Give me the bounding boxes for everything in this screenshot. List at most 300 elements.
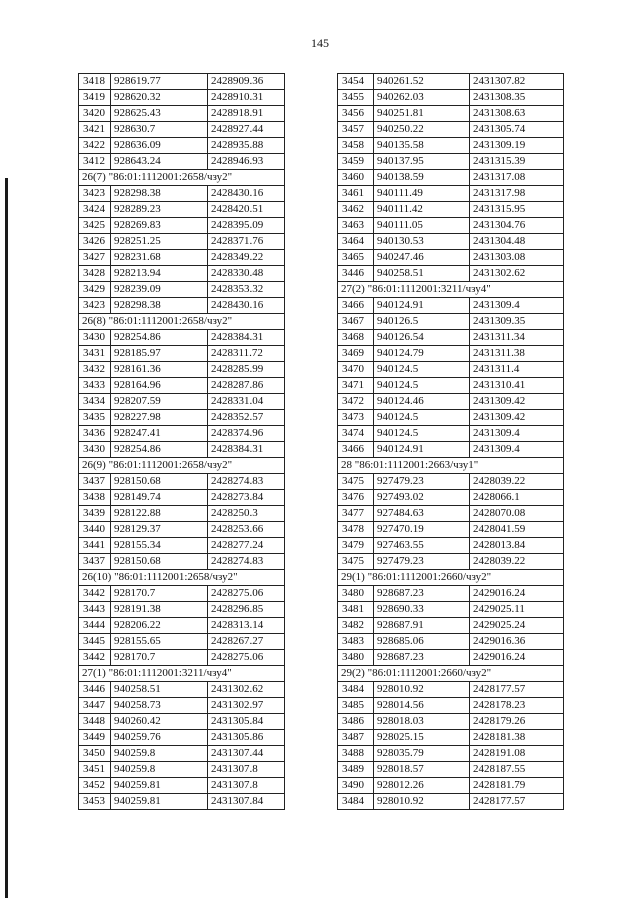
x-coordinate: 928150.68 [111,554,208,570]
section-header-row [338,666,564,682]
x-coordinate: 927484.63 [374,506,470,522]
point-row [79,618,285,634]
x-coordinate: 928155.65 [111,634,208,650]
y-coordinate: 2431307.44 [208,746,285,762]
y-coordinate: 2428275.06 [208,586,285,602]
point-row [79,698,285,714]
point-number: 3484 [338,794,374,810]
point-number: 3446 [338,266,374,282]
point-row [79,298,285,314]
y-coordinate: 2428313.14 [208,618,285,634]
y-coordinate: 2431307.8 [208,762,285,778]
point-row [338,74,564,90]
point-number: 3480 [338,586,374,602]
point-number: 3458 [338,138,374,154]
point-row [79,682,285,698]
y-coordinate: 2428285.99 [208,362,285,378]
point-number: 3476 [338,490,374,506]
x-coordinate: 928018.03 [374,714,470,730]
point-number: 3429 [79,282,111,298]
section-header: 26(10) "86:01:1112001:2658/чзу2" [79,570,285,586]
point-row [338,250,564,266]
y-coordinate: 2428296.85 [208,602,285,618]
y-coordinate: 2428909.36 [208,74,285,90]
x-coordinate: 928289.23 [111,202,208,218]
point-number: 3463 [338,218,374,234]
x-coordinate: 928630.7 [111,122,208,138]
point-number: 3449 [79,730,111,746]
point-number: 3453 [79,794,111,810]
point-number: 3447 [79,698,111,714]
x-coordinate: 940124.91 [374,442,470,458]
point-row [338,682,564,698]
x-coordinate: 928164.96 [111,378,208,394]
y-coordinate: 2431305.74 [470,122,564,138]
point-row [338,138,564,154]
point-row [79,778,285,794]
point-row [79,554,285,570]
point-row [79,506,285,522]
x-coordinate: 940124.5 [374,426,470,442]
y-coordinate: 2428191.08 [470,746,564,762]
point-row [79,442,285,458]
x-coordinate: 940124.5 [374,378,470,394]
point-number: 3431 [79,346,111,362]
point-number: 3466 [338,442,374,458]
x-coordinate: 928690.33 [374,602,470,618]
y-coordinate: 2428066.1 [470,490,564,506]
y-coordinate: 2431317.08 [470,170,564,186]
x-coordinate: 940250.22 [374,122,470,138]
x-coordinate: 928239.09 [111,282,208,298]
point-number: 3434 [79,394,111,410]
x-coordinate: 928687.91 [374,618,470,634]
section-header: 29(1) "86:01:1112001:2660/чзу2" [338,570,564,586]
point-number: 3438 [79,490,111,506]
point-number: 3455 [338,90,374,106]
x-coordinate: 940111.49 [374,186,470,202]
point-number: 3488 [338,746,374,762]
point-number: 3451 [79,762,111,778]
y-coordinate: 2428430.16 [208,298,285,314]
x-coordinate: 928213.94 [111,266,208,282]
point-number: 3432 [79,362,111,378]
section-header: 26(8) "86:01:1112001:2658/чзу2" [79,314,285,330]
x-coordinate: 928025.15 [374,730,470,746]
x-coordinate: 928247.41 [111,426,208,442]
y-coordinate: 2431307.82 [470,74,564,90]
x-coordinate: 940126.5 [374,314,470,330]
point-row [338,698,564,714]
point-row [338,394,564,410]
point-number: 3437 [79,474,111,490]
x-coordinate: 927479.23 [374,554,470,570]
y-coordinate: 2431310.41 [470,378,564,394]
y-coordinate: 2428935.88 [208,138,285,154]
point-number: 3486 [338,714,374,730]
y-coordinate: 2428267.27 [208,634,285,650]
x-coordinate: 928149.74 [111,490,208,506]
point-number: 3445 [79,634,111,650]
x-coordinate: 928687.23 [374,586,470,602]
point-row [79,474,285,490]
y-coordinate: 2431315.95 [470,202,564,218]
x-coordinate: 940124.46 [374,394,470,410]
point-row [338,154,564,170]
x-coordinate: 928619.77 [111,74,208,90]
x-coordinate: 940126.54 [374,330,470,346]
point-number: 3437 [79,554,111,570]
point-row [338,362,564,378]
point-number: 3481 [338,602,374,618]
point-number: 3412 [79,154,111,170]
point-number: 3460 [338,170,374,186]
point-number: 3462 [338,202,374,218]
point-row [338,202,564,218]
point-row [79,362,285,378]
point-number: 3456 [338,106,374,122]
point-number: 3430 [79,442,111,458]
point-number: 3477 [338,506,374,522]
y-coordinate: 2428041.59 [470,522,564,538]
section-header-row [79,570,285,586]
point-row [338,794,564,810]
y-coordinate: 2431303.08 [470,250,564,266]
point-number: 3454 [338,74,374,90]
point-number: 3418 [79,74,111,90]
point-number: 3480 [338,650,374,666]
point-row [338,330,564,346]
point-row [79,202,285,218]
point-row [79,410,285,426]
point-row [79,490,285,506]
point-row [338,266,564,282]
x-coordinate: 928185.97 [111,346,208,362]
x-coordinate: 928122.88 [111,506,208,522]
point-number: 3441 [79,538,111,554]
y-coordinate: 2431309.42 [470,410,564,426]
x-coordinate: 940259.81 [111,794,208,810]
x-coordinate: 928636.09 [111,138,208,154]
point-row [338,474,564,490]
y-coordinate: 2428395.09 [208,218,285,234]
point-row [79,186,285,202]
point-row [79,650,285,666]
y-coordinate: 2431311.38 [470,346,564,362]
y-coordinate: 2431302.62 [470,266,564,282]
point-row [338,106,564,122]
y-coordinate: 2429025.24 [470,618,564,634]
point-row [79,218,285,234]
point-row [79,602,285,618]
point-number: 3470 [338,362,374,378]
y-coordinate: 2431304.48 [470,234,564,250]
x-coordinate: 940258.51 [111,682,208,698]
point-number: 3439 [79,506,111,522]
point-number: 3472 [338,394,374,410]
x-coordinate: 940259.76 [111,730,208,746]
point-row [338,410,564,426]
section-header: 29(2) "86:01:1112001:2660/чзу2" [338,666,564,682]
point-row [338,218,564,234]
x-coordinate: 940111.42 [374,202,470,218]
point-number: 3424 [79,202,111,218]
x-coordinate: 928643.24 [111,154,208,170]
point-number: 3442 [79,586,111,602]
point-row [338,90,564,106]
point-row [338,426,564,442]
point-number: 3444 [79,618,111,634]
point-number: 3430 [79,330,111,346]
x-coordinate: 928155.34 [111,538,208,554]
y-coordinate: 2428273.84 [208,490,285,506]
y-coordinate: 2431309.19 [470,138,564,154]
point-row [338,298,564,314]
y-coordinate: 2428187.55 [470,762,564,778]
x-coordinate: 940247.46 [374,250,470,266]
x-coordinate: 927470.19 [374,522,470,538]
scan-edge-mark [5,178,8,898]
point-row [338,762,564,778]
y-coordinate: 2428384.31 [208,442,285,458]
y-coordinate: 2431308.35 [470,90,564,106]
point-number: 3468 [338,330,374,346]
point-number: 3423 [79,298,111,314]
x-coordinate: 928161.36 [111,362,208,378]
point-row [338,170,564,186]
point-row [79,714,285,730]
y-coordinate: 2428374.96 [208,426,285,442]
point-number: 3435 [79,410,111,426]
x-coordinate: 940261.52 [374,74,470,90]
x-coordinate: 940124.5 [374,410,470,426]
x-coordinate: 927479.23 [374,474,470,490]
x-coordinate: 940124.91 [374,298,470,314]
x-coordinate: 928207.59 [111,394,208,410]
point-row [79,746,285,762]
point-number: 3484 [338,682,374,698]
point-number: 3421 [79,122,111,138]
y-coordinate: 2428177.57 [470,682,564,698]
point-row [338,490,564,506]
x-coordinate: 928035.79 [374,746,470,762]
y-coordinate: 2428910.31 [208,90,285,106]
y-coordinate: 2428177.57 [470,794,564,810]
point-number: 3464 [338,234,374,250]
point-number: 3485 [338,698,374,714]
x-coordinate: 928191.38 [111,602,208,618]
point-row [338,586,564,602]
y-coordinate: 2431317.98 [470,186,564,202]
point-row [338,522,564,538]
point-row [338,234,564,250]
x-coordinate: 940258.51 [374,266,470,282]
point-number: 3427 [79,250,111,266]
point-row [79,106,285,122]
point-number: 3422 [79,138,111,154]
x-coordinate: 927493.02 [374,490,470,506]
x-coordinate: 940258.73 [111,698,208,714]
x-coordinate: 928170.7 [111,650,208,666]
y-coordinate: 2429016.36 [470,634,564,650]
y-coordinate: 2431309.35 [470,314,564,330]
point-number: 3436 [79,426,111,442]
section-header: 27(2) "86:01:1112001:3211/чзу4" [338,282,564,298]
x-coordinate: 927463.55 [374,538,470,554]
point-row [338,618,564,634]
point-row [79,378,285,394]
point-number: 3420 [79,106,111,122]
point-number: 3483 [338,634,374,650]
x-coordinate: 940137.95 [374,154,470,170]
point-row [79,522,285,538]
point-number: 3475 [338,474,374,490]
point-row [79,730,285,746]
point-number: 3419 [79,90,111,106]
y-coordinate: 2428331.04 [208,394,285,410]
point-row [338,442,564,458]
point-row [79,634,285,650]
x-coordinate: 928018.57 [374,762,470,778]
point-number: 3446 [79,682,111,698]
point-number: 3490 [338,778,374,794]
y-coordinate: 2428179.26 [470,714,564,730]
point-row [79,234,285,250]
x-coordinate: 928206.22 [111,618,208,634]
point-number: 3474 [338,426,374,442]
point-row [79,330,285,346]
point-number: 3479 [338,538,374,554]
x-coordinate: 928012.26 [374,778,470,794]
point-row [338,634,564,650]
point-row [79,250,285,266]
x-coordinate: 928227.98 [111,410,208,426]
point-number: 3452 [79,778,111,794]
y-coordinate: 2431307.84 [208,794,285,810]
y-coordinate: 2428287.86 [208,378,285,394]
x-coordinate: 940124.5 [374,362,470,378]
y-coordinate: 2428178.23 [470,698,564,714]
y-coordinate: 2431311.34 [470,330,564,346]
point-row [338,730,564,746]
y-coordinate: 2431302.62 [208,682,285,698]
point-row [338,314,564,330]
point-number: 3482 [338,618,374,634]
y-coordinate: 2429025.11 [470,602,564,618]
point-number: 3442 [79,650,111,666]
point-row [79,122,285,138]
point-number: 3425 [79,218,111,234]
point-row [338,746,564,762]
section-header: 26(7) "86:01:1112001:2658/чзу2" [79,170,285,186]
point-row [79,762,285,778]
section-header-row [338,282,564,298]
point-number: 3443 [79,602,111,618]
y-coordinate: 2428946.93 [208,154,285,170]
x-coordinate: 928298.38 [111,186,208,202]
y-coordinate: 2431307.8 [208,778,285,794]
point-row [79,90,285,106]
y-coordinate: 2431305.86 [208,730,285,746]
y-coordinate: 2428250.3 [208,506,285,522]
point-number: 3475 [338,554,374,570]
point-number: 3428 [79,266,111,282]
point-row [79,794,285,810]
y-coordinate: 2428274.83 [208,554,285,570]
y-coordinate: 2431305.84 [208,714,285,730]
point-row [338,650,564,666]
y-coordinate: 2428253.66 [208,522,285,538]
x-coordinate: 940124.79 [374,346,470,362]
y-coordinate: 2428927.44 [208,122,285,138]
point-row [79,586,285,602]
point-number: 3489 [338,762,374,778]
y-coordinate: 2431311.4 [470,362,564,378]
page-number: 145 [311,36,329,50]
x-coordinate: 940259.81 [111,778,208,794]
point-row [79,154,285,170]
section-header-row [79,666,285,682]
y-coordinate: 2428371.76 [208,234,285,250]
coordinates-table-right [337,73,564,810]
y-coordinate: 2428039.22 [470,474,564,490]
point-row [338,378,564,394]
point-number: 3471 [338,378,374,394]
point-number: 3465 [338,250,374,266]
y-coordinate: 2428070.08 [470,506,564,522]
point-row [338,602,564,618]
section-header: 27(1) "86:01:1112001:3211/чзу4" [79,666,285,682]
x-coordinate: 940138.59 [374,170,470,186]
point-row [79,426,285,442]
y-coordinate: 2429016.24 [470,650,564,666]
point-number: 3448 [79,714,111,730]
section-header-row [79,314,285,330]
y-coordinate: 2431309.4 [470,442,564,458]
x-coordinate: 940130.53 [374,234,470,250]
section-header-row [79,458,285,474]
y-coordinate: 2431309.4 [470,426,564,442]
section-header: 26(9) "86:01:1112001:2658/чзу2" [79,458,285,474]
x-coordinate: 928625.43 [111,106,208,122]
x-coordinate: 928150.68 [111,474,208,490]
section-header: 28 "86:01:1112001:2663/чзу1" [338,458,564,474]
point-number: 3450 [79,746,111,762]
point-row [338,714,564,730]
y-coordinate: 2431309.42 [470,394,564,410]
point-row [79,282,285,298]
point-number: 3466 [338,298,374,314]
y-coordinate: 2428039.22 [470,554,564,570]
point-number: 3459 [338,154,374,170]
y-coordinate: 2428420.51 [208,202,285,218]
point-row [338,778,564,794]
point-row [79,346,285,362]
point-number: 3433 [79,378,111,394]
point-row [79,266,285,282]
point-number: 3423 [79,186,111,202]
point-number: 3478 [338,522,374,538]
x-coordinate: 928251.25 [111,234,208,250]
x-coordinate: 940260.42 [111,714,208,730]
point-number: 3473 [338,410,374,426]
y-coordinate: 2431308.63 [470,106,564,122]
x-coordinate: 928687.23 [374,650,470,666]
x-coordinate: 928129.37 [111,522,208,538]
y-coordinate: 2428918.91 [208,106,285,122]
x-coordinate: 940259.8 [111,762,208,778]
point-row [79,538,285,554]
